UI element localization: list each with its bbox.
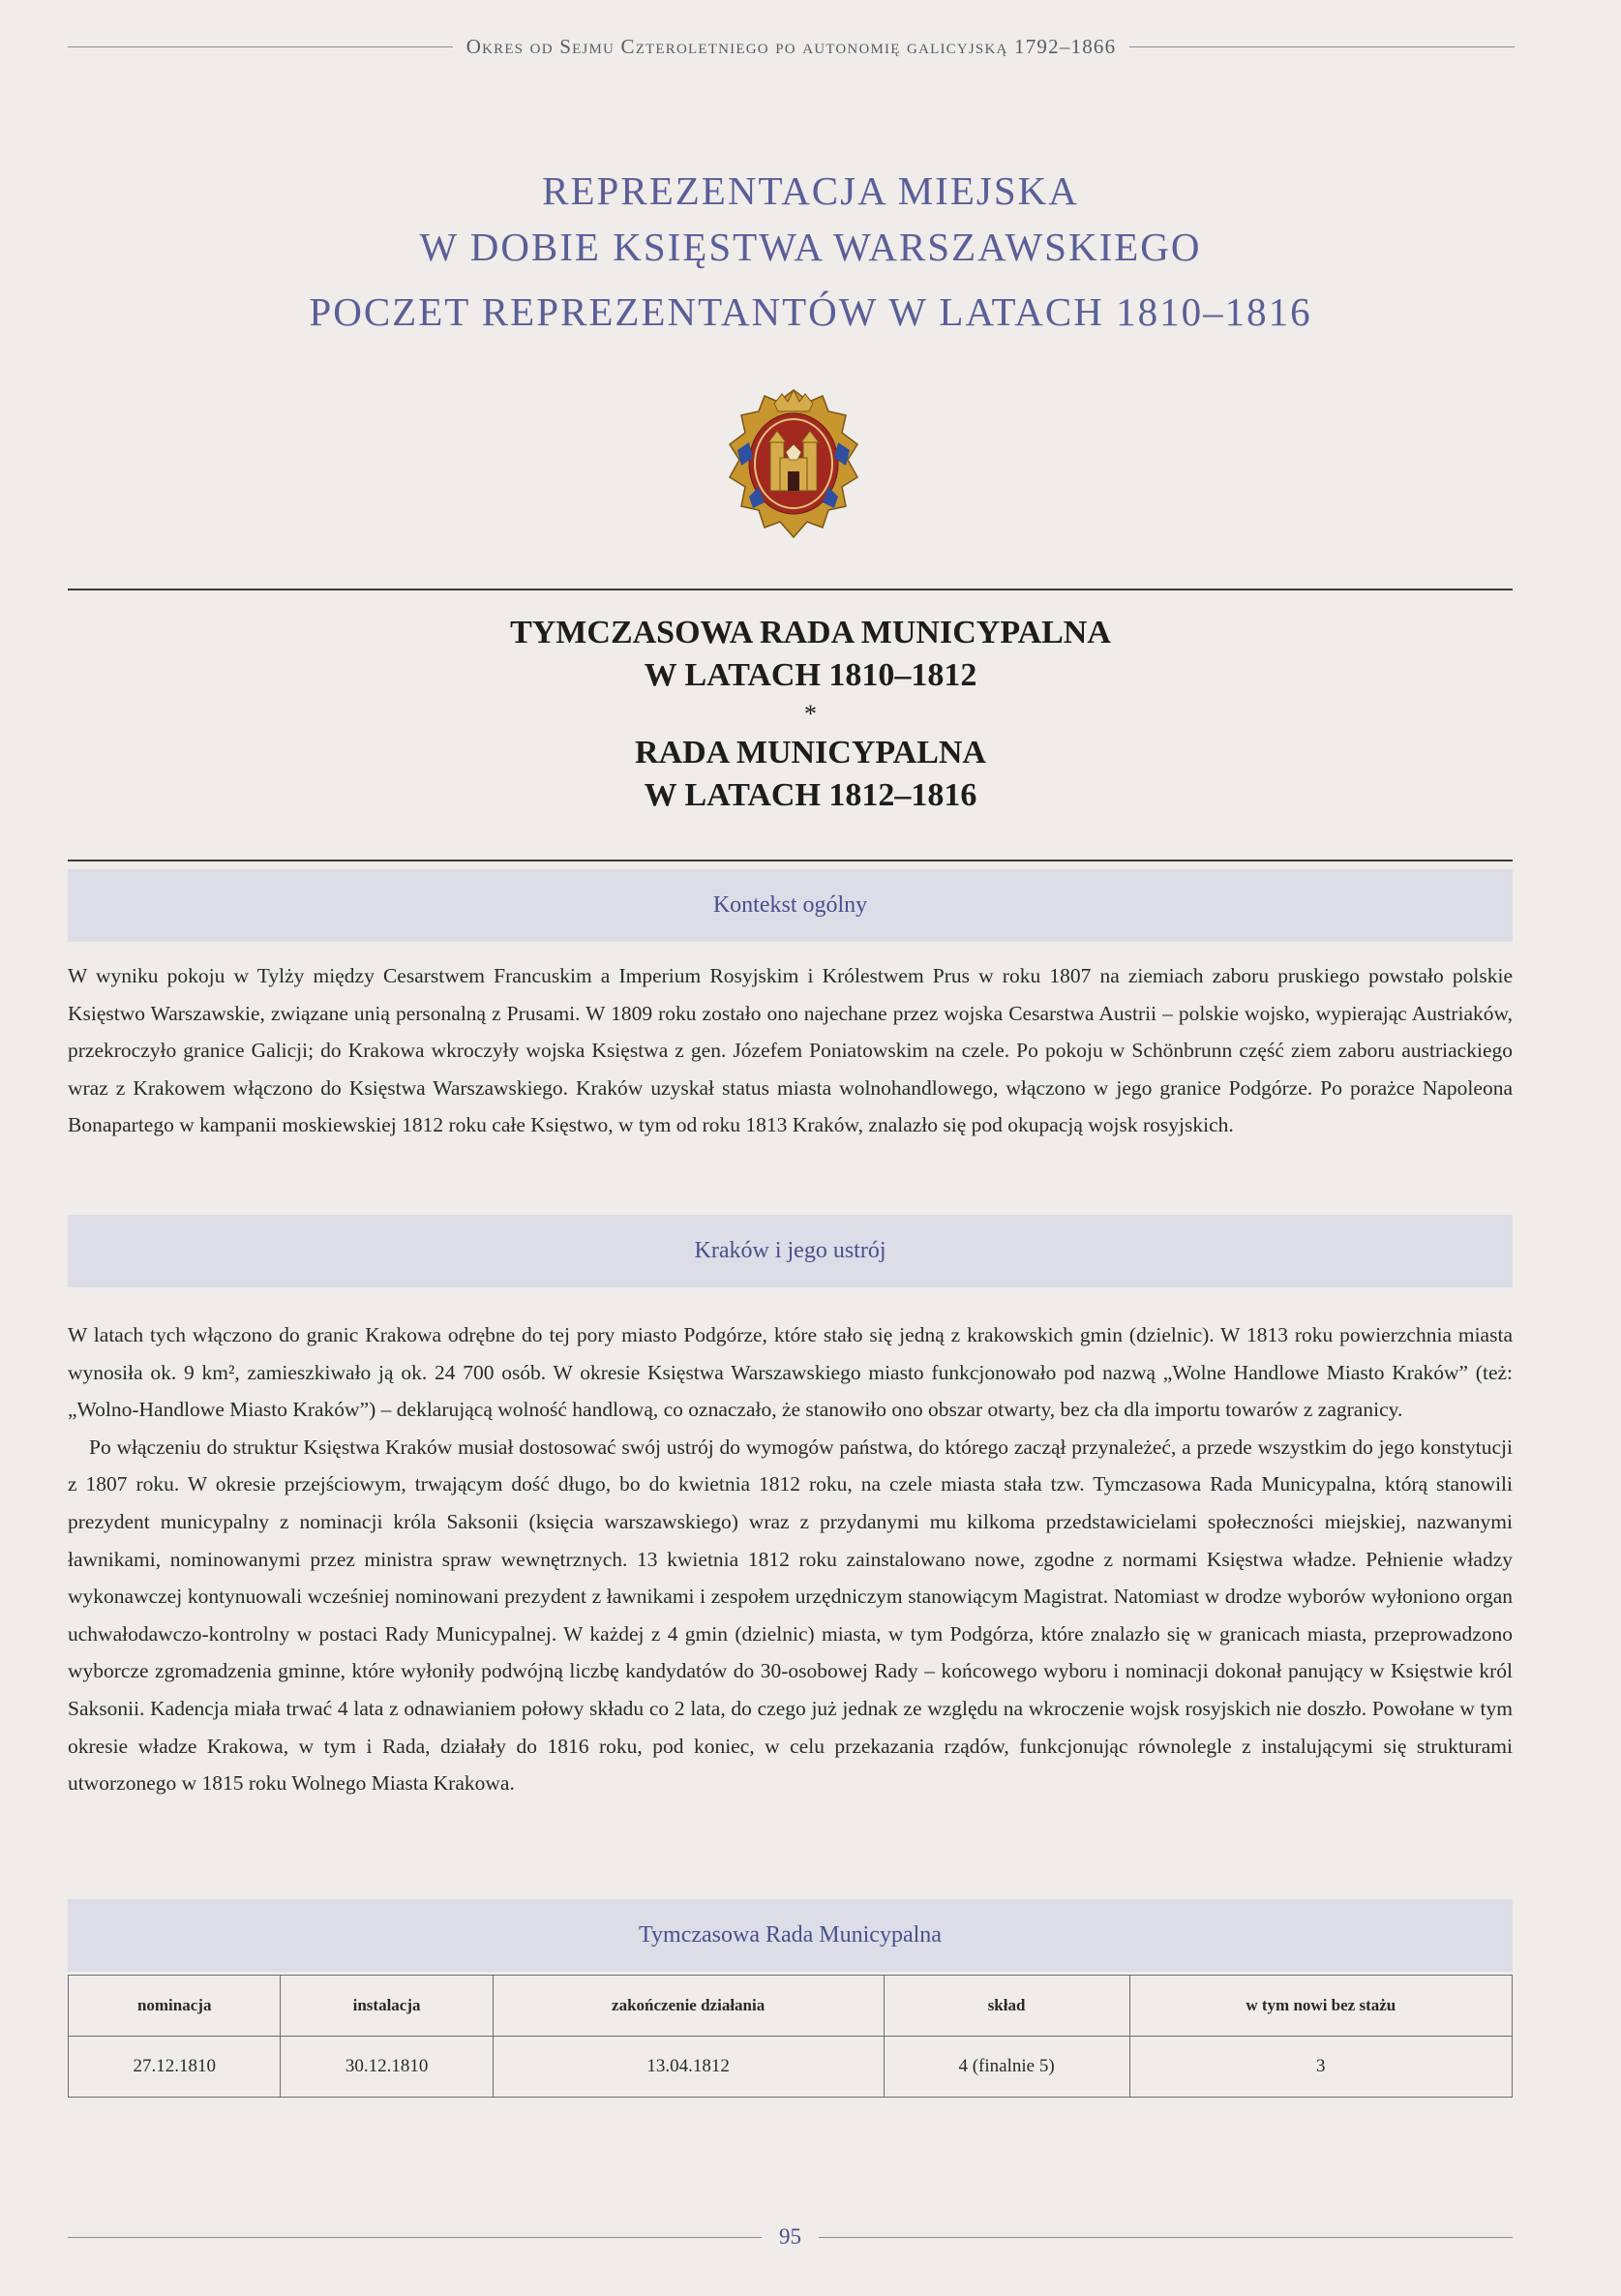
title-line-1: REPREZENTACJA MIEJSKA xyxy=(542,168,1079,213)
system-paragraphs xyxy=(68,1316,1513,1802)
section-heading-context: Kontekst ogólny xyxy=(68,869,1513,942)
running-header xyxy=(68,31,1515,62)
krakow-coat-of-arms-icon xyxy=(720,382,867,547)
table-cell: 30.12.1810 xyxy=(281,2037,493,2098)
context-paragraph xyxy=(68,957,1513,1144)
table-header-cell: instalacja xyxy=(281,1976,493,2037)
system-paragraph-2: Po włączeniu do struktur Księstwa Kraków musiał dostosować swój ustrój do wymogów państwa, do którego zaczął przynależeć, a przede wszystkim do jego konstytucji z 1807 roku. W okresie przejściowym, trwającym dość długo, bo do kwietnia 1812 roku, na czele miasta stała tzw. Tymczasowa Rada Municypalna, którą stanowili prezydent municypalny z nominacji króla Saksonii (księcia warszawskiego) wraz z przydanymi mu kilkoma przedstawicielami społeczności miejskiej, nazwanymi ławnikami, nominowanymi przez ministra spraw wewnętrznych. 13 kwietnia 1812 roku zainstalowano nowe, zgodne z normami Księstwa władze. Pełnienie władzy wykonawczej kontynuowali wcześniej nominowani prezydent z ławnikami i zespołem urzędniczym stanowiącym Magistrat. Natomiast w drodze wyborów wyłoniono organ uchwałodawczo-kontrolny w postaci Rady Municypalnej. W każdej z 4 gmin (dzielnic) miasta, w tym Podgórza, które znalazło się w granicach miasta, przeprowadzono wyborcze zgromadzenia gminne, które wyłoniły podwójną liczbę kandydatów do 30-osobowej Rady – końcowego wyboru i nominacji dokonał panujący w Księstwie król Saksonii. Kadencja miała trwać 4 lata z odnawianiem połowy składu co 2 lata, do czego już jednak ze względu na wkroczenie wojsk rosyjskich nie doszło. Powołane w tym okresie władze Krakowa, w tym i Rada, działały do 1816 roku, pod koniec, w celu przekazania rządów, funkcjonując równolegle z instalującymi się strukturami utworzonego w 1815 roku Wolnego Miasta Krakowa. xyxy=(68,1435,1513,1796)
running-header-text: Okres od Sejmu Czteroletniego po autonomię galicyjską 1792–1866 xyxy=(465,34,1117,58)
council-title-line-1: TYMCZASOWA RADA MUNICYPALNA xyxy=(510,615,1111,650)
council-table xyxy=(68,1975,1513,2098)
table-cell: 4 (finalnie 5) xyxy=(884,2037,1129,2098)
table-header-cell: skład xyxy=(884,1976,1129,2037)
council-title-line-2: W LATACH 1810–1812 xyxy=(644,657,977,693)
table-header-row xyxy=(69,1976,1513,2037)
context-paragraph-text: W wyniku pokoju w Tylży między Cesarstwem Francuskim a Imperium Rosyjskim i Królestwem Prus w roku 1807 na ziemiach zaboru pruskiego powstało polskie Księstwo Warszawskie, związane unią personalną z Prusami. W 1809 roku zostało ono najechane przez wojska Cesarstwa Austrii – polskie wojsko, wypierając Austriaków, przekroczyło granice Galicji; do Krakowa wkroczyły wojska Księstwa z gen. Józefem Poniatowskim na czele. Po pokoju w Schönbrunn część ziem zaboru austriackiego wraz z Krakowem włączono do Księstwa Warszawskiego. Kraków uzyskał status miasta wolnohandlowego, włączono w jego granice Podgórze. Po porażce Napoleona Bonapartego w kampanii moskiewskiej 1812 roku całe Księstwo, w tym od roku 1813 Kraków, znalazło się pod okupacją wojsk rosyjskich. xyxy=(68,964,1513,1137)
section-heading-table: Tymczasowa Rada Municypalna xyxy=(68,1899,1513,1972)
table-row xyxy=(69,2037,1513,2098)
system-paragraph-1: W latach tych włączono do granic Krakowa odrębne do tej pory miasto Podgórze, które stało się jedną z krakowskich gmin (dzielnic). W 1813 roku powierzchnia miasta wynosiła ok. 9 km², zamieszkiwało ją ok. 24 700 osób. W okresie Księstwa Warszawskiego miasto funkcjonowało pod nazwą „Wolne Handlowe Miasto Kraków” (też: „Wolno-Handlowe Miasto Kraków”) – deklarującą wolność handlową, co oznaczało, że stanowiło ono obszar otwarty, bez cła dla importu towarów z zagranicy. xyxy=(68,1323,1513,1422)
table-header-cell: nominacja xyxy=(69,1976,281,2037)
title-separator-star: * xyxy=(804,700,817,728)
section-heading-system: Kraków i jego ustrój xyxy=(68,1215,1513,1287)
footer-rule-left xyxy=(68,2237,762,2238)
table-header-cell: zakończenie działania xyxy=(493,1976,884,2037)
footer-rule-right xyxy=(819,2237,1513,2238)
table-cell: 3 xyxy=(1129,2037,1512,2098)
table-cell: 27.12.1810 xyxy=(69,2037,281,2098)
table-cell: 13.04.1812 xyxy=(493,2037,884,2098)
council-titles xyxy=(0,612,1621,817)
divider-top xyxy=(68,589,1513,590)
header-rule-left xyxy=(68,46,453,47)
council-title-line-3: RADA MUNICYPALNA xyxy=(635,735,986,770)
page-title xyxy=(0,163,1621,275)
page-number: 95 xyxy=(779,2224,801,2249)
page-subtitle: POCZET REPREZENTANTÓW W LATACH 1810–1816 xyxy=(309,289,1312,334)
council-title-line-4: W LATACH 1812–1816 xyxy=(644,777,977,813)
header-rule-right xyxy=(1129,46,1515,47)
page-footer xyxy=(68,2222,1513,2251)
table-header-cell: w tym nowi bez stażu xyxy=(1129,1976,1512,2037)
divider-bottom xyxy=(68,860,1513,861)
title-line-2: W DOBIE KSIĘSTWA WARSZAWSKIEGO xyxy=(419,225,1202,269)
